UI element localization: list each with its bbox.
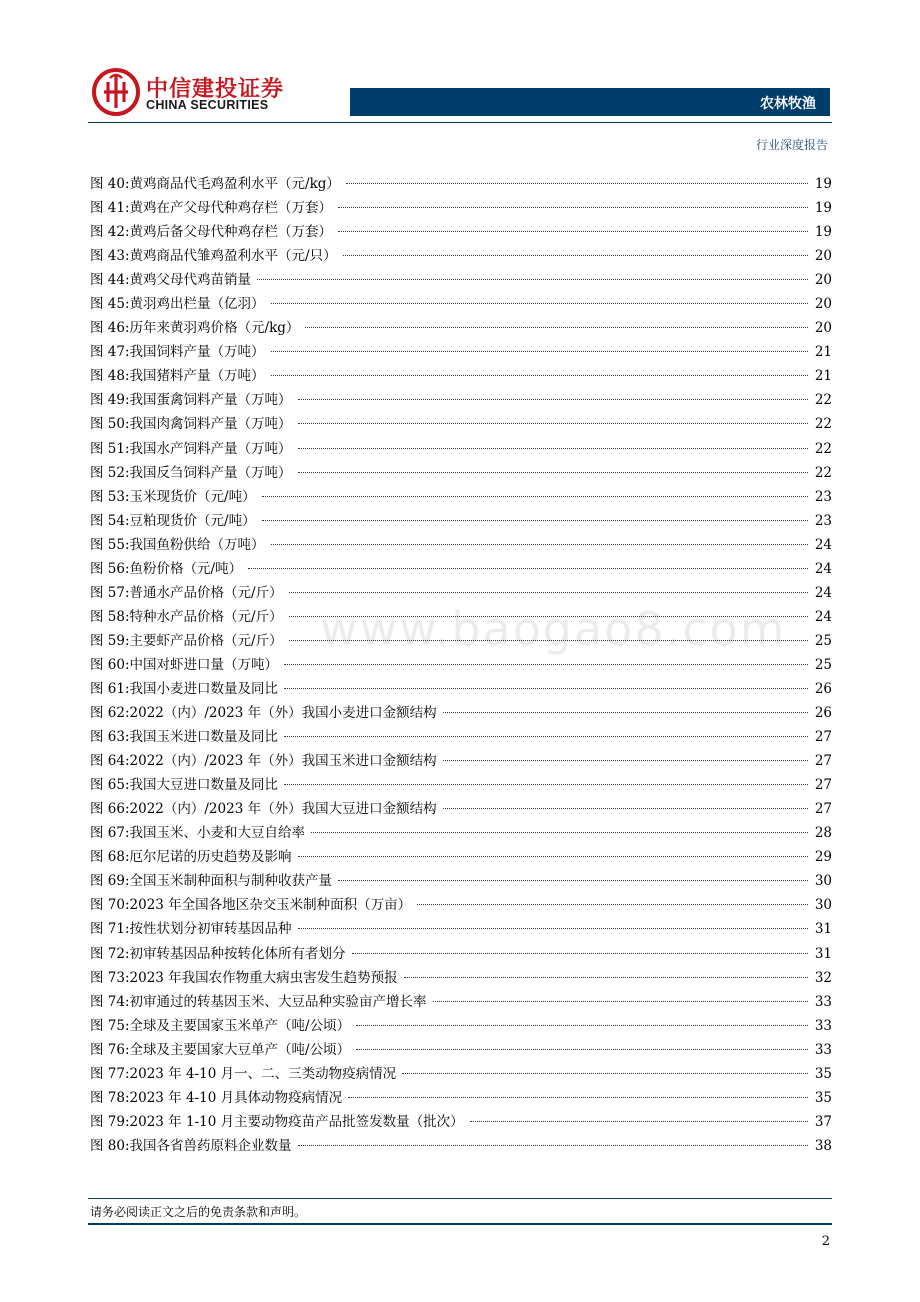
toc-entry[interactable] [90,388,832,412]
toc-entry-page[interactable]: 22 [814,464,832,481]
toc-entry-title[interactable]: 图 62:2022（内）/2023 年（外）我国小麦进口金额结构 [90,705,437,722]
toc-leader-dots [298,398,808,400]
toc-entry-page[interactable]: 24 [814,608,832,625]
toc-entry-title[interactable]: 图 40:黄鸡商品代毛鸡盈利水平（元/kg） [90,176,340,192]
toc-entry[interactable] [90,917,832,941]
toc-entry-title[interactable]: 图 70:2023 年全国各地区杂交玉米制种面积（万亩） [90,897,412,914]
toc-entry[interactable] [90,533,832,557]
toc-leader-dots [348,1096,808,1098]
toc-leader-dots [402,1072,808,1074]
page-number: 2 [821,1234,830,1249]
citic-logo-icon [92,68,140,116]
toc-leader-dots [343,254,808,256]
toc-entry-title[interactable]: 图 77:2023 年 4-10 月一、二、三类动物疫病情况 [90,1065,397,1082]
toc-leader-dots [271,302,808,304]
toc-entry-title[interactable]: 图 80:我国各省兽药原料企业数量 [90,1137,292,1154]
toc-entry[interactable] [90,316,832,340]
toc-entry-page[interactable]: 29 [814,849,832,866]
toc-leader-dots [470,1120,808,1122]
toc-entry[interactable] [90,172,832,196]
toc-entry-page[interactable]: 24 [814,560,832,577]
toc-leader-dots [257,278,808,280]
toc-leader-dots [298,927,808,929]
toc-entry-page[interactable]: 27 [814,801,832,818]
toc-entry[interactable] [90,1038,832,1062]
toc-entry-page[interactable]: 23 [814,512,832,529]
figure-index [90,172,832,1158]
toc-leader-dots [284,783,808,785]
toc-entry-title[interactable]: 图 79:2023 年 1-10 月主要动物疫苗产品批签发数量（批次） [90,1113,464,1130]
toc-entry[interactable] [90,340,832,364]
toc-entry[interactable] [90,869,832,893]
toc-entry-page[interactable]: 27 [814,729,832,746]
toc-entry-page[interactable]: 27 [814,777,832,794]
toc-entry-title[interactable]: 图 53:玉米现货价（元/吨） [90,488,256,505]
toc-entry-title[interactable]: 图 67:我国玉米、小麦和大豆自给率 [90,825,306,842]
footer-divider-bottom [88,1223,832,1225]
disclaimer-text: 请务必阅读正文之后的免责条款和声明。 [90,1205,307,1219]
toc-entry-title[interactable]: 图 47:我国饲料产量（万吨） [90,344,265,361]
toc-entry-title[interactable]: 图 61:我国小麦进口数量及同比 [90,680,279,697]
toc-entry[interactable] [90,893,832,917]
toc-leader-dots [346,182,808,184]
toc-entry[interactable] [90,292,832,316]
toc-leader-dots [271,543,808,545]
toc-leader-dots [352,952,808,954]
toc-leader-dots [443,711,808,713]
toc-entry[interactable] [90,196,832,220]
toc-entry-title[interactable]: 图 76:全球及主要国家大豆单产（吨/公顷） [90,1041,351,1058]
toc-entry-page[interactable]: 24 [814,584,832,601]
toc-entry[interactable] [90,773,832,797]
toc-entry-title[interactable]: 图 69:全国玉米制种面积与制种收获产量 [90,873,333,890]
toc-entry-title[interactable]: 图 65:我国大豆进口数量及同比 [90,777,279,794]
toc-leader-dots [248,567,808,569]
toc-entry-title[interactable]: 图 72:初审转基因品种按转化体所有者划分 [90,945,346,962]
toc-entry-page[interactable]: 20 [814,296,832,313]
toc-leader-dots [271,374,808,376]
toc-entry[interactable] [90,821,832,845]
toc-entry-page[interactable]: 19 [814,176,832,192]
toc-entry[interactable] [90,461,832,485]
brand-name-en: CHINA SECURITIES [146,98,269,112]
toc-entry-page[interactable]: 22 [814,392,832,409]
toc-entry[interactable] [90,701,832,725]
toc-entry[interactable] [90,749,832,773]
toc-entry-page[interactable]: 20 [814,272,832,289]
toc-entry-page[interactable]: 20 [814,320,832,337]
toc-entry-title[interactable]: 图 58:特种水产品价格（元/斤） [90,608,283,625]
toc-entry-title[interactable]: 图 52:我国反刍饲料产量（万吨） [90,464,292,481]
toc-entry-title[interactable]: 图 74:初审通过的转基因玉米、大豆品种实验亩产增长率 [90,993,427,1010]
toc-leader-dots [298,855,808,857]
toc-entry-page[interactable]: 24 [814,536,832,553]
toc-leader-dots [271,350,808,352]
toc-entry-title[interactable]: 图 66:2022（内）/2023 年（外）我国大豆进口金额结构 [90,801,437,818]
toc-leader-dots [443,807,808,809]
toc-entry-page[interactable]: 26 [814,680,832,697]
toc-entry-title[interactable]: 图 49:我国蛋禽饲料产量（万吨） [90,392,292,409]
toc-entry-page[interactable]: 37 [814,1113,832,1130]
toc-leader-dots [338,230,808,232]
toc-entry-page[interactable]: 38 [814,1137,832,1154]
toc-entry-page[interactable]: 30 [814,897,832,914]
toc-entry-page[interactable]: 19 [814,200,832,217]
toc-entry-title[interactable]: 图 51:我国水产饲料产量（万吨） [90,440,292,457]
toc-entry-title[interactable]: 图 45:黄羽鸡出栏量（亿羽） [90,296,265,313]
toc-entry[interactable] [90,1110,832,1134]
toc-leader-dots [305,326,808,328]
toc-leader-dots [443,759,808,761]
toc-entry-page[interactable]: 33 [814,993,832,1010]
toc-entry-page[interactable]: 23 [814,488,832,505]
toc-entry-title[interactable]: 图 57:普通水产品价格（元/斤） [90,584,283,601]
toc-entry[interactable] [90,845,832,869]
toc-leader-dots [356,1048,808,1050]
toc-entry-title[interactable]: 图 71:按性状划分初审转基因品种 [90,921,292,938]
sector-label: 农林牧渔 [760,96,816,112]
toc-entry-title[interactable]: 图 50:我国肉禽饲料产量（万吨） [90,416,292,433]
toc-entry-page[interactable]: 25 [814,632,832,649]
toc-entry[interactable] [90,509,832,533]
toc-entry[interactable] [90,797,832,821]
toc-leader-dots [289,591,808,593]
toc-entry-page[interactable]: 21 [814,344,832,361]
toc-leader-dots [338,206,808,208]
toc-entry[interactable] [90,1062,832,1086]
toc-entry[interactable] [90,1134,832,1158]
toc-entry[interactable] [90,244,832,268]
toc-entry[interactable] [90,364,832,388]
toc-entry[interactable] [90,268,832,292]
toc-entry-title[interactable]: 图 68:厄尔尼诺的历史趋势及影响 [90,849,292,866]
toc-leader-dots [284,735,808,737]
toc-leader-dots [262,519,808,521]
toc-entry-title[interactable]: 图 75:全球及主要国家玉米单产（吨/公顷） [90,1017,351,1034]
toc-leader-dots [338,879,808,881]
toc-entry-title[interactable]: 图 55:我国鱼粉供给（万吨） [90,536,265,553]
toc-entry-page[interactable]: 35 [814,1065,832,1082]
toc-entry[interactable] [90,725,832,749]
toc-entry-page[interactable]: 30 [814,873,832,890]
toc-entry-page[interactable]: 25 [814,656,832,673]
toc-leader-dots [404,976,808,978]
brand-name-cn: 中信建投证券 [146,77,285,102]
toc-leader-dots [417,903,808,905]
toc-entry-title[interactable]: 图 42:黄鸡后备父母代种鸡存栏（万套） [90,224,333,241]
toc-entry-page[interactable]: 20 [814,248,832,265]
toc-entry-title[interactable]: 图 46:历年来黄羽鸡价格（元/kg） [90,320,300,337]
toc-entry-title[interactable]: 图 56:鱼粉价格（元/吨） [90,560,243,577]
toc-entry-title[interactable]: 图 43:黄鸡商品代雏鸡盈利水平（元/只） [90,248,337,265]
toc-entry-page[interactable]: 31 [814,921,832,938]
footer-divider-top [88,1198,832,1199]
toc-leader-dots [311,831,808,833]
toc-entry[interactable] [90,220,832,244]
toc-entry-page[interactable]: 33 [814,1041,832,1058]
toc-entry[interactable] [90,437,832,461]
toc-entry-title[interactable]: 图 63:我国玉米进口数量及同比 [90,729,279,746]
toc-leader-dots [298,1144,808,1146]
toc-entry-title[interactable]: 图 44:黄鸡父母代鸡苗销量 [90,272,252,289]
sector-banner [350,88,830,116]
toc-entry-page[interactable]: 27 [814,753,832,770]
toc-leader-dots [298,447,808,449]
toc-entry-page[interactable]: 35 [814,1089,832,1106]
toc-entry-title[interactable]: 图 48:我国猪料产量（万吨） [90,368,265,385]
toc-leader-dots [298,471,808,473]
toc-entry-page[interactable]: 33 [814,1017,832,1034]
toc-entry-page[interactable]: 19 [814,224,832,241]
toc-entry-page[interactable]: 22 [814,416,832,433]
toc-entry[interactable] [90,1086,832,1110]
toc-entry[interactable] [90,966,832,990]
toc-entry-title[interactable]: 图 73:2023 年我国农作物重大病虫害发生趋势预报 [90,969,398,986]
toc-entry-title[interactable]: 图 59:主要虾产品价格（元/斤） [90,632,283,649]
watermark: www.baogao8.com [320,602,787,656]
brand-logo [92,68,292,118]
toc-entry-title[interactable]: 图 78:2023 年 4-10 月具体动物疫病情况 [90,1089,343,1106]
toc-leader-dots [284,663,808,665]
toc-leader-dots [433,1000,808,1002]
toc-entry[interactable] [90,942,832,966]
toc-entry-page[interactable]: 32 [814,969,832,986]
toc-entry-page[interactable]: 31 [814,945,832,962]
toc-leader-dots [298,422,808,424]
toc-leader-dots [262,495,808,497]
toc-entry-page[interactable]: 22 [814,440,832,457]
toc-leader-dots [284,687,808,689]
toc-entry[interactable] [90,557,832,581]
report-type-label: 行业深度报告 [755,138,828,152]
toc-entry[interactable] [90,1014,832,1038]
toc-entry-title[interactable]: 图 54:豆粕现货价（元/吨） [90,512,256,529]
toc-entry[interactable] [90,990,832,1014]
toc-entry[interactable] [90,677,832,701]
toc-entry-title[interactable]: 图 64:2022（内）/2023 年（外）我国玉米进口金额结构 [90,753,437,770]
toc-entry[interactable] [90,412,832,436]
toc-entry-title[interactable]: 图 60:中国对虾进口量（万吨） [90,656,279,673]
toc-entry-page[interactable]: 26 [814,705,832,722]
header-divider [88,122,832,123]
toc-entry[interactable] [90,653,832,677]
toc-entry-title[interactable]: 图 41:黄鸡在产父母代种鸡存栏（万套） [90,200,333,217]
toc-entry-page[interactable]: 21 [814,368,832,385]
toc-entry[interactable] [90,485,832,509]
toc-entry-page[interactable]: 28 [814,825,832,842]
toc-leader-dots [356,1024,808,1026]
